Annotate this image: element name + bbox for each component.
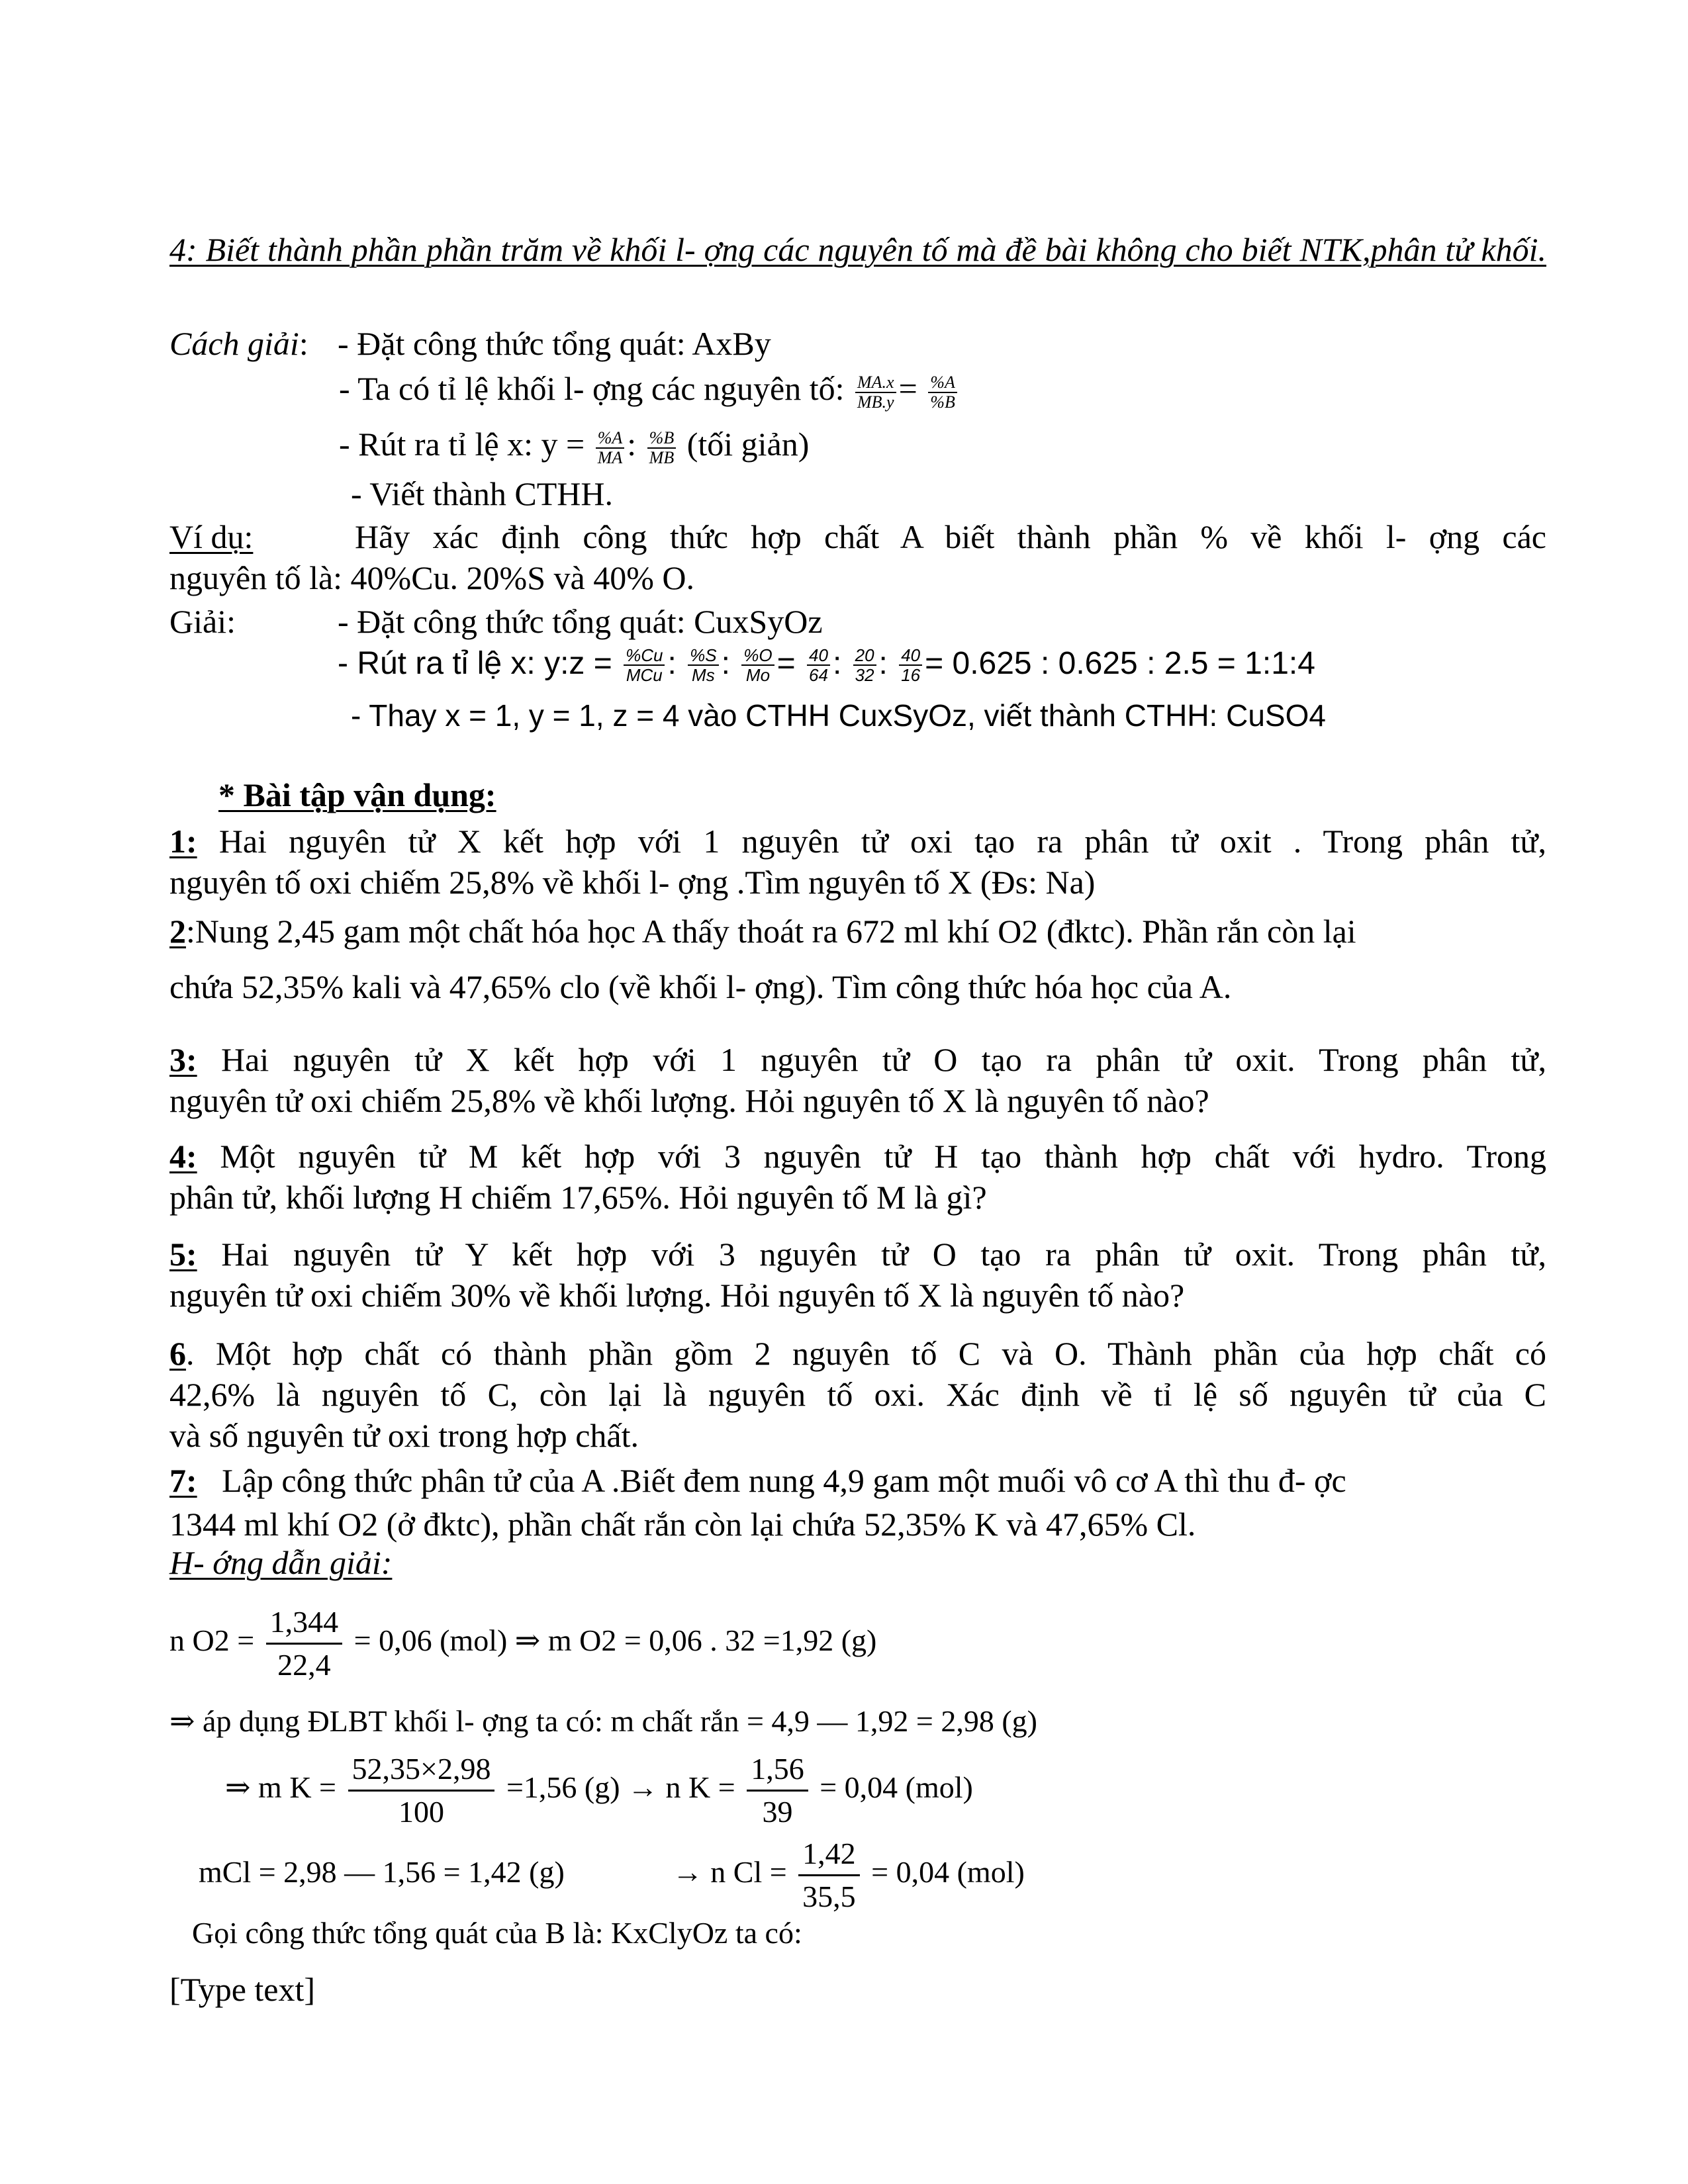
exercise-3-line-1: 3: Hai nguyên tử X kết hợp với 1 nguyên tử O tạo ra phân tử oxit. Trong phân tử, xyxy=(169,1041,1546,1078)
guide-line-2: ⇒ áp dụng ĐLBT khối l- ợng ta có: m chất rắn = 4,9 — 1,92 = 2,98 (g) xyxy=(169,1704,1037,1738)
solve-step-1: - Đặt công thức tổng quát: CuxSyOz xyxy=(338,603,823,640)
fraction-40-64: $\frac{40}{64}$ xyxy=(807,646,830,684)
example-line-2: nguyên tố là: 40%Cu. 20%S và 40% O. xyxy=(169,559,694,596)
exercise-7-line-1: 7: Lập công thức phân tử của A .Biết đem nung 4,9 gam một muối vô cơ A thì thu đ- ợc xyxy=(169,1462,1346,1499)
guide-line-5: Gọi công thức tổng quát của B là: KxClyOz ta có: xyxy=(192,1916,802,1950)
exercise-6-line-1: 6. Một hợp chất có thành phần gồm 2 nguyên tố C và O. Thành phần của hợp chất có xyxy=(169,1335,1546,1372)
fraction-cu: %Cu MCu xyxy=(624,646,665,684)
fraction-40-16: $\frac{40}{16}$ xyxy=(899,646,922,684)
exercise-4-line-2: phân tử, khối lượng H chiếm 17,65%. Hỏi nguyên tố M là gì? xyxy=(169,1179,987,1216)
solve-label: Giải: xyxy=(169,603,236,640)
exercise-7-line-2: 1344 ml khí O2 (ở đktc), phần chất rắn còn lại chứa 52,35% K và 47,65% Cl. xyxy=(169,1506,1196,1543)
solve-step-2-text: - Rút ra tỉ lệ x: y:z = xyxy=(338,646,612,681)
example-line-1 xyxy=(169,516,1546,557)
exercise-2-line-2: chứa 52,35% kali và 47,65% clo (về khối l- ợng). Tìm công thức hóa học của A. xyxy=(169,968,1232,1005)
exercise-6-line-3: và số nguyên tử oxi trong hợp chất. xyxy=(169,1417,639,1454)
section-heading: 4: Biết thành phần phần trăm về khối l- ợng các nguyên tố mà đề bài không cho biết NTK,phân tử khối. xyxy=(169,231,1546,268)
fraction-ma-mb: $\frac{MA.x}{MB.y}$ xyxy=(855,373,896,412)
exercises-heading: * Bài tập vận dụng: xyxy=(218,776,496,813)
method-step-1-text: - Đặt công thức tổng quát: AxBy xyxy=(338,325,771,362)
fraction-pb-mb: $\frac{\%B}{MB}$ xyxy=(647,429,677,467)
exercise-3-line-2: nguyên tử oxi chiếm 25,8% về khối lượng. Hỏi nguyên tố X là nguyên tố nào? xyxy=(169,1082,1209,1119)
solve-step-3: - Thay x = 1, y = 1, z = 4 vào CTHH CuxSyOz, viết thành CTHH: CuSO4 xyxy=(351,698,1326,733)
exercise-5-line-1: 5: Hai nguyên tử Y kết hợp với 3 nguyên tử O tạo ra phân tử oxit. Trong phân tử, xyxy=(169,1236,1547,1273)
guide-line-1: n O2 = $\frac{1,344}{22,4}$ = 0,06 (mol) ⇒ m O2 = 0,06 . 32 =1,92 (g) xyxy=(169,1602,876,1686)
method-step-3: - Rút ra tỉ lệ x: y = $\frac{\%A}{MA}$ : $\frac{\%B}{MB}$ (tối giản) xyxy=(339,426,810,467)
method-step-3-text: - Rút ra tỉ lệ x: y = xyxy=(339,426,585,463)
guide-line-3: ⇒ m K = $\frac{52,35\times 2,98}{100}$ =1,56 (g) → n K = $\frac{1,56}{39}$ = 0,04 (mol) xyxy=(225,1749,973,1833)
method-step-2: - Ta có tỉ lệ khối l- ợng các nguyên tố: $\frac{MA.x}{MB.y}$ = $\frac{\%A}{\%B}$ xyxy=(339,368,1530,412)
fraction-nk: $\frac{1,56}{39}$ xyxy=(747,1749,808,1833)
fraction-pa-pb: $\frac{\%A}{\%B}$ xyxy=(928,373,957,412)
method-label: Cách giải xyxy=(169,325,299,362)
fraction-mk: $\frac{52,35\times 2,98}{100}$ xyxy=(348,1749,495,1833)
fraction-ncl: $\frac{1,42}{35,5}$ xyxy=(798,1833,860,1917)
exercise-6-line-2: 42,6% là nguyên tố C, còn lại là nguyên tố oxi. Xác định về tỉ lệ số nguyên tử của C xyxy=(169,1376,1546,1413)
exercise-4-line-1: 4: Một nguyên tử M kết hợp với 3 nguyên tử H tạo thành hợp chất với hydro. Trong xyxy=(169,1138,1546,1175)
solve-step-2: - Rút ra tỉ lệ x: y:z = %Cu MCu : $\frac{\%S}{Ms}$ : $\frac{\%O}{Mo}$ = $\frac{40}{64}$ : $\frac{20}{32}$ : $\frac{40}{16}$ = 0.625 : 0.625 : 2.5 = 1:1:4 xyxy=(338,645,1315,686)
exercise-1-line-1: 1: Hai nguyên tử X kết hợp với 1 nguyên tử oxi tạo ra phân tử oxit . Trong phân tử, xyxy=(169,823,1546,860)
fraction-o: $\frac{\%O}{Mo}$ xyxy=(741,646,774,684)
fraction-20-32: $\frac{20}{32}$ xyxy=(853,646,876,684)
exercise-1-line-2: nguyên tố oxi chiếm 25,8% về khối l- ợng .Tìm nguyên tố X (Đs: Na) xyxy=(169,864,1096,901)
guide-line-4: mCl = 2,98 — 1,56 = 1,42 (g) → n Cl = $\frac{1,42}{35,5}$ = 0,04 (mol) xyxy=(199,1833,1025,1917)
fraction-s: $\frac{\%S}{Ms}$ xyxy=(688,646,718,684)
fraction-1344-224: $\frac{1,344}{22,4}$ xyxy=(266,1602,343,1686)
example-text-1: Hãy xác định công thức hợp chất A biết thành phần % về khối l- ợng các xyxy=(355,518,1546,555)
method-step-2-text: - Ta có tỉ lệ khối l- ợng các nguyên tố: xyxy=(339,370,845,407)
method-step-3-tail: (tối giản) xyxy=(686,426,810,463)
exercise-2-line-1: 2:Nung 2,45 gam một chất hóa học A thấy thoát ra 672 ml khí O2 (đktc). Phần rắn còn lại xyxy=(169,913,1356,950)
exercise-5-line-2: nguyên tử oxi chiếm 30% về khối lượng. Hỏi nguyên tố X là nguyên tố nào? xyxy=(169,1277,1185,1314)
example-label: Ví dụ: xyxy=(169,518,254,555)
solve-step-2-result: = 0.625 : 0.625 : 2.5 = 1:1:4 xyxy=(925,646,1315,681)
solve-line-1 xyxy=(169,601,1546,642)
method-step-1: Cách giải: - Đặt công thức tổng quát: AxBy xyxy=(169,323,1546,364)
footer-placeholder: [Type text] xyxy=(169,1971,316,2008)
guide-heading: H- ớng dẫn giải: xyxy=(169,1544,393,1581)
method-step-4: - Viết thành CTHH. xyxy=(351,475,614,512)
fraction-pa-ma: $\frac{\%A}{MA}$ xyxy=(596,429,625,467)
